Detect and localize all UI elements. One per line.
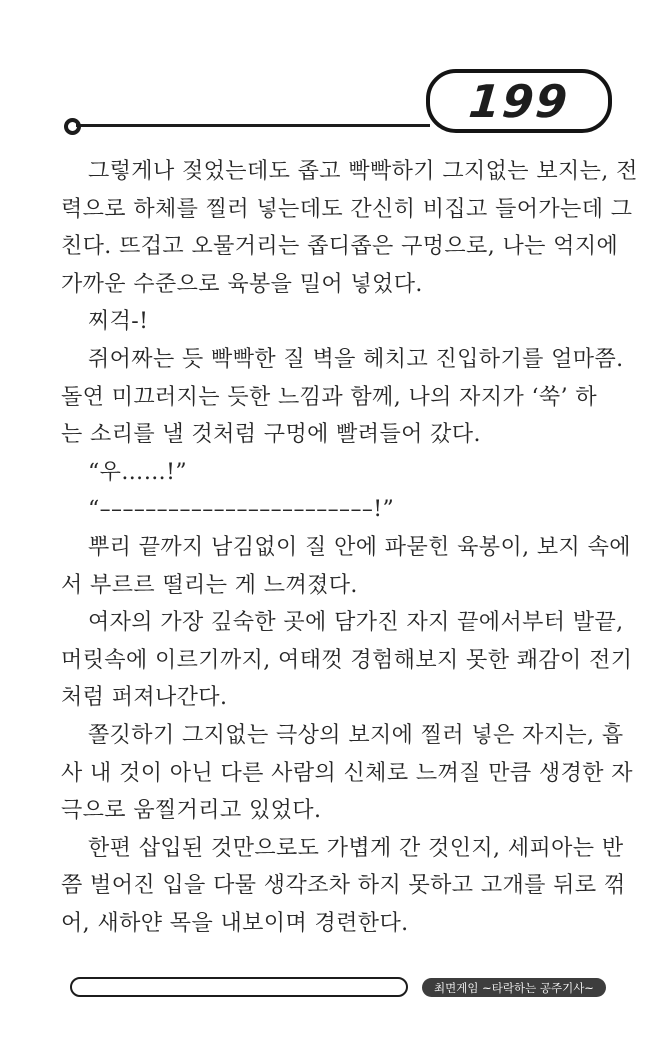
- body-line: 머릿속에 이르기까지, 여태껏 경험해보지 못한 쾌감이 전기: [61, 647, 633, 673]
- body-line: 가까운 수준으로 육봉을 밀어 넣었다.: [61, 271, 423, 297]
- body-line: 어, 새하얀 목을 내보이며 경련한다.: [61, 910, 409, 936]
- footer-rule-pill: [70, 977, 408, 997]
- header-rule-line: [76, 124, 430, 127]
- body-line: 한편 삽입된 것만으로도 가볍게 간 것인지, 세피아는 반: [88, 835, 624, 861]
- body-line: “우……!”: [88, 459, 187, 485]
- body-text: [61, 153, 638, 942]
- body-line: 쥐어짜는 듯 빡빡한 질 벽을 헤치고 진입하기를 얼마쯤.: [88, 346, 624, 372]
- body-line: 찌걱-!: [88, 309, 149, 335]
- body-line: “––––––––––––––––––––––––!”: [88, 497, 395, 523]
- body-line: 처럼 퍼져나간다.: [61, 685, 228, 711]
- body-line: 사 내 것이 아닌 다른 사람의 신체로 느껴질 만큼 생경한 자: [61, 760, 633, 786]
- body-line: 뿌리 끝까지 남김없이 질 안에 파묻힌 육봉이, 보지 속에: [88, 534, 631, 560]
- book-title-badge: [422, 978, 606, 997]
- body-line: 는 소리를 낼 것처럼 구멍에 빨려들어 갔다.: [61, 422, 481, 448]
- body-line: 그렇게나 젖었는데도 좁고 빡빡하기 그지없는 보지는, 전: [88, 159, 638, 184]
- page-number: 199: [466, 74, 572, 128]
- body-line: 돌연 미끄러지는 듯한 느낌과 함께, 나의 자지가 ‘쑥’ 하: [61, 384, 598, 410]
- body-line: 서 부르르 떨리는 게 느껴졌다.: [61, 572, 358, 598]
- page-number-box: [426, 69, 612, 133]
- body-line: 력으로 하체를 찔러 넣는데도 간신히 비집고 들어가는데 그: [61, 196, 633, 222]
- body-line: 쯤 벌어진 입을 다물 생각조차 하지 못하고 고개를 뒤로 꺾: [61, 873, 626, 899]
- body-line: 여자의 가장 깊숙한 곳에 담가진 자지 끝에서부터 발끝,: [88, 610, 624, 636]
- book-title: 최면게임 ~타락하는 공주기사~: [434, 980, 594, 995]
- body-line: 쫄깃하기 그지없는 극상의 보지에 찔러 넣은 자지는, 흡: [88, 722, 624, 748]
- body-line: 친다. 뜨겁고 오물거리는 좁디좁은 구멍으로, 나는 억지에: [61, 234, 619, 260]
- body-line: 극으로 움찔거리고 있었다.: [61, 798, 322, 824]
